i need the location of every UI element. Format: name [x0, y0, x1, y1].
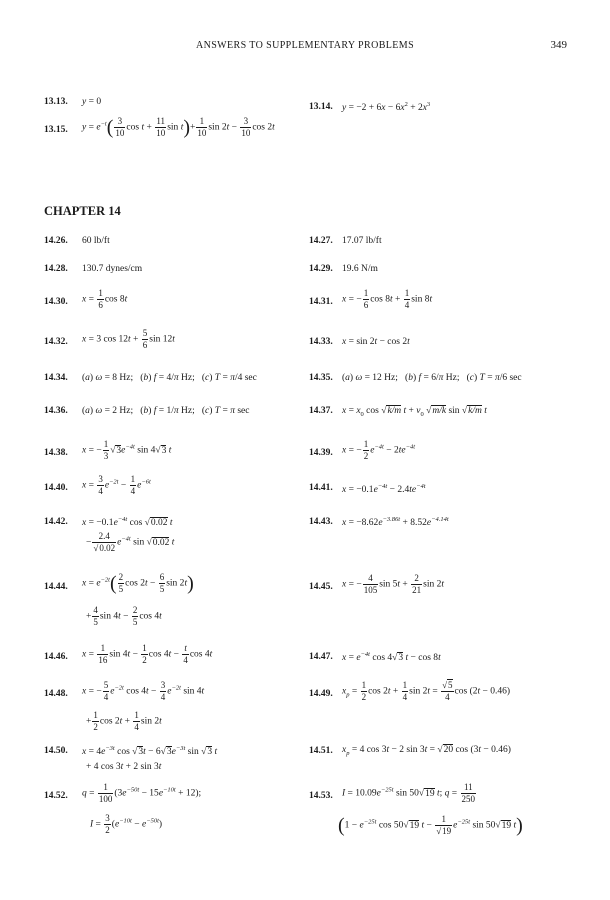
- answer-number: 14.26.: [44, 236, 68, 246]
- answer-formula-continued: ($1 - e^{-25t}$ cos 50√19 t − $\frac{1}{√19}$ $e^{-25t}$ sin 50√19 t): [338, 814, 523, 837]
- answer-text: (a) ω = 8 Hz; (b) f = 4/π Hz; (c) T = π/4 sec: [82, 373, 257, 383]
- answer-number: 14.34.: [44, 373, 68, 383]
- answer-number: 14.27.: [309, 236, 333, 246]
- answer-text: (a) ω = 12 Hz; (b) f = 6/π Hz; (c) T = π/6 sec: [342, 373, 522, 383]
- answer-formula: $x_p$ = $\frac{1}{2}$ cos 2t + $\frac{1}{4}$ sin 2t = $\frac{√5}{4}$ cos (2t − 0.46): [342, 680, 511, 702]
- answer-number: 14.29.: [309, 264, 333, 274]
- answer-number: 14.48.: [44, 689, 68, 699]
- answer-number: 14.45.: [309, 582, 333, 592]
- answer-formula: $y = -2 + 6x - 6x^2 + 2x^3$: [342, 101, 431, 114]
- answer-formula-continued: + 4 cos 3t + 2 sin 3t: [86, 762, 162, 772]
- answer-formula-continued: + $\frac{4}{5}$ sin 4t − $\frac{2}{5}$ cos 4t: [86, 605, 162, 627]
- answer-formula: x = − $\frac{1}{3}$ $√3e^{-4t}$ sin 4√3 t: [82, 439, 172, 461]
- answer-number: 14.28.: [44, 264, 68, 274]
- answer-formula: $x = 4e^{-3t}$ $\cos √3t - 6√3e^{-3t}$ sin √3 t: [82, 745, 218, 758]
- answer-text: 19.6 N/m: [342, 264, 378, 274]
- answer-formula: x = − $\frac{1}{2}$ $e^{-4t} - 2te^{-4t}$: [342, 439, 416, 461]
- answer-number: 14.43.: [309, 517, 333, 527]
- running-title: ANSWERS TO SUPPLEMENTARY PROBLEMS: [195, 40, 415, 51]
- answer-formula: y = 0: [82, 97, 102, 107]
- answer-text: (a) ω = 2 Hz; (b) f = 1/π Hz; (c) T = π sec: [82, 406, 250, 416]
- answer-formula-continued: − $\frac{2.4}{√0.02}$ $e^{-4t}$ sin √0.02 t: [86, 531, 175, 553]
- answer-formula: $x = x_0$ cos √k/m $t + v_0$ √m/k sin √k/m t: [342, 406, 487, 418]
- answer-formula: $x = -8.62e^{-3.86t} + 8.52e^{-4.14t}$: [342, 516, 449, 529]
- answer-number: 14.41.: [309, 483, 333, 493]
- answer-formula: x = − $\frac{4}{105}$ sin 5t + $\frac{2}{21}$ sin 2t: [342, 573, 445, 595]
- answer-number: 14.44.: [44, 582, 68, 592]
- answer-number: 14.33.: [309, 337, 333, 347]
- page-number: 349: [550, 39, 567, 51]
- answer-number: 14.49.: [309, 689, 333, 699]
- answer-formula-continued: I = $\frac{3}{2}$ $(e^{-10t} - e^{-50t})$: [90, 813, 163, 835]
- answer-formula: x = $\frac{1}{6}$ cos 8t: [82, 288, 128, 310]
- answer-number: 14.46.: [44, 652, 68, 662]
- answer-formula: $x = -0.1e^{-4t} - 2.4te^{-4t}$: [342, 483, 426, 496]
- chapter-heading: CHAPTER 14: [44, 204, 121, 218]
- answer-number: 13.15.: [44, 125, 68, 135]
- answer-number: 14.52.: [44, 791, 68, 801]
- answer-text: 130.7 dynes/cm: [82, 264, 143, 274]
- answer-text: 60 lb/ft: [82, 236, 110, 246]
- answer-number: 14.30.: [44, 297, 68, 307]
- answer-formula: $x_p = 4$ cos 3t − 2 sin 3t = √20 cos (3t − 0.46): [342, 745, 511, 757]
- answer-formula: $x = e^{-4t}$ cos 4√3 t − cos 8t: [342, 651, 441, 664]
- answer-formula: x = $\frac{3}{4}$ $e^{-2t}$ − $\frac{1}{4}$ $e^{-6t}$: [82, 474, 151, 496]
- answer-number: 14.39.: [309, 448, 333, 458]
- answer-formula: x = $\frac{1}{16}$ sin 4t − $\frac{1}{2}$ cos 4t − $\frac{t}{4}$ cos 4t: [82, 643, 213, 665]
- answer-formula: $I = 10.09e^{-25t}$ sin 50√19 t; q = $\frac{11}{250}$: [342, 782, 476, 804]
- answer-formula: $y = e^{-t}$( $\frac{3}{10}$ cos t + $\frac{11}{10}$ sin t)+ $\frac{1}{10}$ sin 2t − $\frac{3}{10}$ cos 2t: [82, 116, 275, 139]
- answer-formula: x = 3 cos 12t + $\frac{5}{6}$ sin 12t: [82, 328, 175, 350]
- answer-number: 14.40.: [44, 483, 68, 493]
- answer-number: 14.35.: [309, 373, 333, 383]
- answer-number: 13.14.: [309, 102, 333, 112]
- answer-formula: q = $\frac{1}{100}$ $(3e^{-50t} - 15e^{-10t} + 12)$;: [82, 782, 202, 804]
- answer-formula: x = − $\frac{1}{6}$ cos 8t + $\frac{1}{4}$ sin 8t: [342, 288, 433, 310]
- answer-number: 13.13.: [44, 97, 68, 107]
- answer-number: 14.31.: [309, 297, 333, 307]
- answer-number: 14.53.: [309, 791, 333, 801]
- answer-formula: $x = -0.1e^{-4t}$ cos √0.02 t: [82, 516, 173, 529]
- answer-text: 17.07 lb/ft: [342, 236, 382, 246]
- answer-number: 14.36.: [44, 406, 68, 416]
- answer-number: 14.50.: [44, 746, 68, 756]
- answer-formula-continued: + $\frac{1}{2}$ cos 2t + $\frac{1}{4}$ sin 2t: [86, 710, 162, 732]
- page-header: [0, 40, 610, 56]
- answer-formula: $x = e^{-2t}$( $\frac{2}{5}$ cos 2t − $\frac{6}{5}$ sin 2t): [82, 572, 194, 595]
- answer-formula: x = sin 2t − cos 2t: [342, 337, 410, 347]
- answer-number: 14.47.: [309, 652, 333, 662]
- answer-number: 14.37.: [309, 406, 333, 416]
- answer-number: 14.38.: [44, 448, 68, 458]
- answer-formula: x = − $\frac{5}{4}$ $e^{-2t}$ cos 4t − $\frac{3}{4}$ $e^{-2t}$ sin 4t: [82, 680, 205, 702]
- answer-number: 14.51.: [309, 746, 333, 756]
- answer-number: 14.42.: [44, 517, 68, 527]
- answer-number: 14.32.: [44, 337, 68, 347]
